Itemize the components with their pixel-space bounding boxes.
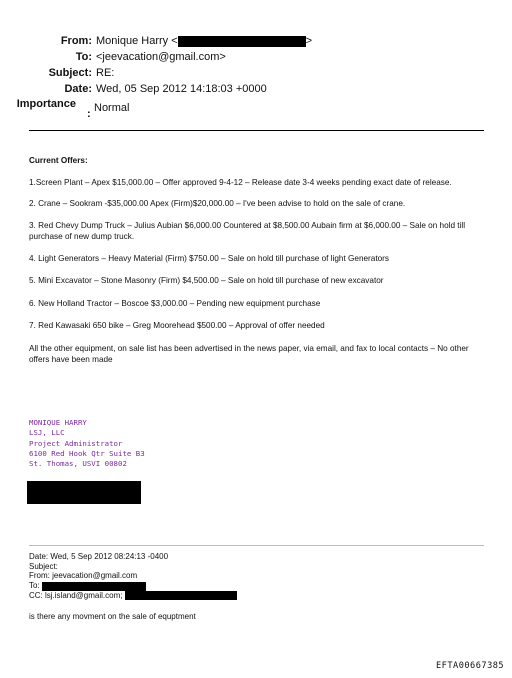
redaction-bar xyxy=(42,582,146,591)
header-divider xyxy=(29,130,484,131)
offers-heading: Current Offers: xyxy=(29,156,88,165)
bates-number: EFTA00667385 xyxy=(436,661,505,671)
signature-block xyxy=(29,418,145,469)
to-label: To: xyxy=(75,51,92,63)
subject-label: Subject: xyxy=(48,67,92,79)
redaction-bar xyxy=(125,591,237,600)
offer-item-7: 7. Red Kawasaki 650 bike – Greg Moorehead $500.00 – Approval of offer needed xyxy=(29,321,325,330)
date-value: Wed, 05 Sep 2012 14:18:03 +0000 xyxy=(96,83,267,95)
signature-company: LSJ, LLC xyxy=(29,428,65,438)
redaction-bar xyxy=(178,36,306,47)
signature-name: MONIQUE HARRY xyxy=(29,418,87,427)
importance-label: Importance xyxy=(16,98,76,110)
quoted-message-body: is there any movment on the sale of equptment xyxy=(29,612,196,621)
offer-item-6: 6. New Holland Tractor – Boscoe $3,000.00 – Pending new equipment purchase xyxy=(29,298,321,308)
email-body xyxy=(29,155,489,366)
signature-address: 6100 Red Hook Qtr Suite B3 xyxy=(29,448,145,458)
from-tail: > xyxy=(305,35,313,47)
quoted-from: From: jeevacation@gmail.com xyxy=(29,571,138,581)
offer-item-3: 3. Red Chevy Dump Truck – Julius Aubian $6,000.00 Countered at $8,500.00 Aubain firm at $6,000.00 – Sale on hold till purchase of new dump truck. xyxy=(29,220,466,241)
quoted-message-header xyxy=(29,552,237,601)
quoted-subject: Subject: xyxy=(29,561,58,571)
offer-item-4: 4. Light Generators – Heavy Material (Firm) $750.00 – Sale on hold till purchase of light Generators xyxy=(29,253,389,263)
date-label: Date: xyxy=(64,83,92,95)
closing-paragraph: All the other equipment, on sale list has been advertised in the news paper, via email, and fax to local contacts – No other offers have been made xyxy=(29,343,469,364)
quoted-date: Date: Wed, 5 Sep 2012 08:24:13 -0400 xyxy=(29,552,169,561)
quoted-to xyxy=(29,581,237,591)
subject-value: RE: xyxy=(96,67,115,79)
quoted-to-label: To: xyxy=(29,581,40,591)
importance-colon: : xyxy=(87,108,91,120)
signature-title: Project Administrator xyxy=(29,438,123,448)
signature-city: St. Thomas, USVI 00802 xyxy=(29,459,127,469)
to-value: <jeevacation@gmail.com> xyxy=(96,51,226,63)
from-value xyxy=(96,34,312,48)
from-name: Monique Harry < xyxy=(96,35,178,47)
quoted-cc xyxy=(29,591,237,601)
quoted-cc-value: CC: lsj.island@gmail.com; xyxy=(29,590,123,600)
offer-item-1: 1.Screen Plant – Apex $15,000.00 – Offer approved 9-4-12 – Release date 3-4 weeks pending exact date of release. xyxy=(29,177,452,187)
quoted-divider xyxy=(29,545,484,546)
offer-item-5: 5. Mini Excavator – Stone Masonry (Firm) $4,500.00 – Sale on hold till purchase of new excavator xyxy=(29,276,384,285)
importance-value: Normal xyxy=(94,102,130,114)
offer-item-2: 2. Crane – Sookram -$35,000.00 Apex (Firm)$20,000.00 – I've been advise to hold on the sale of crane. xyxy=(29,199,406,208)
signature-redaction xyxy=(27,481,141,504)
from-label: From: xyxy=(60,35,92,47)
